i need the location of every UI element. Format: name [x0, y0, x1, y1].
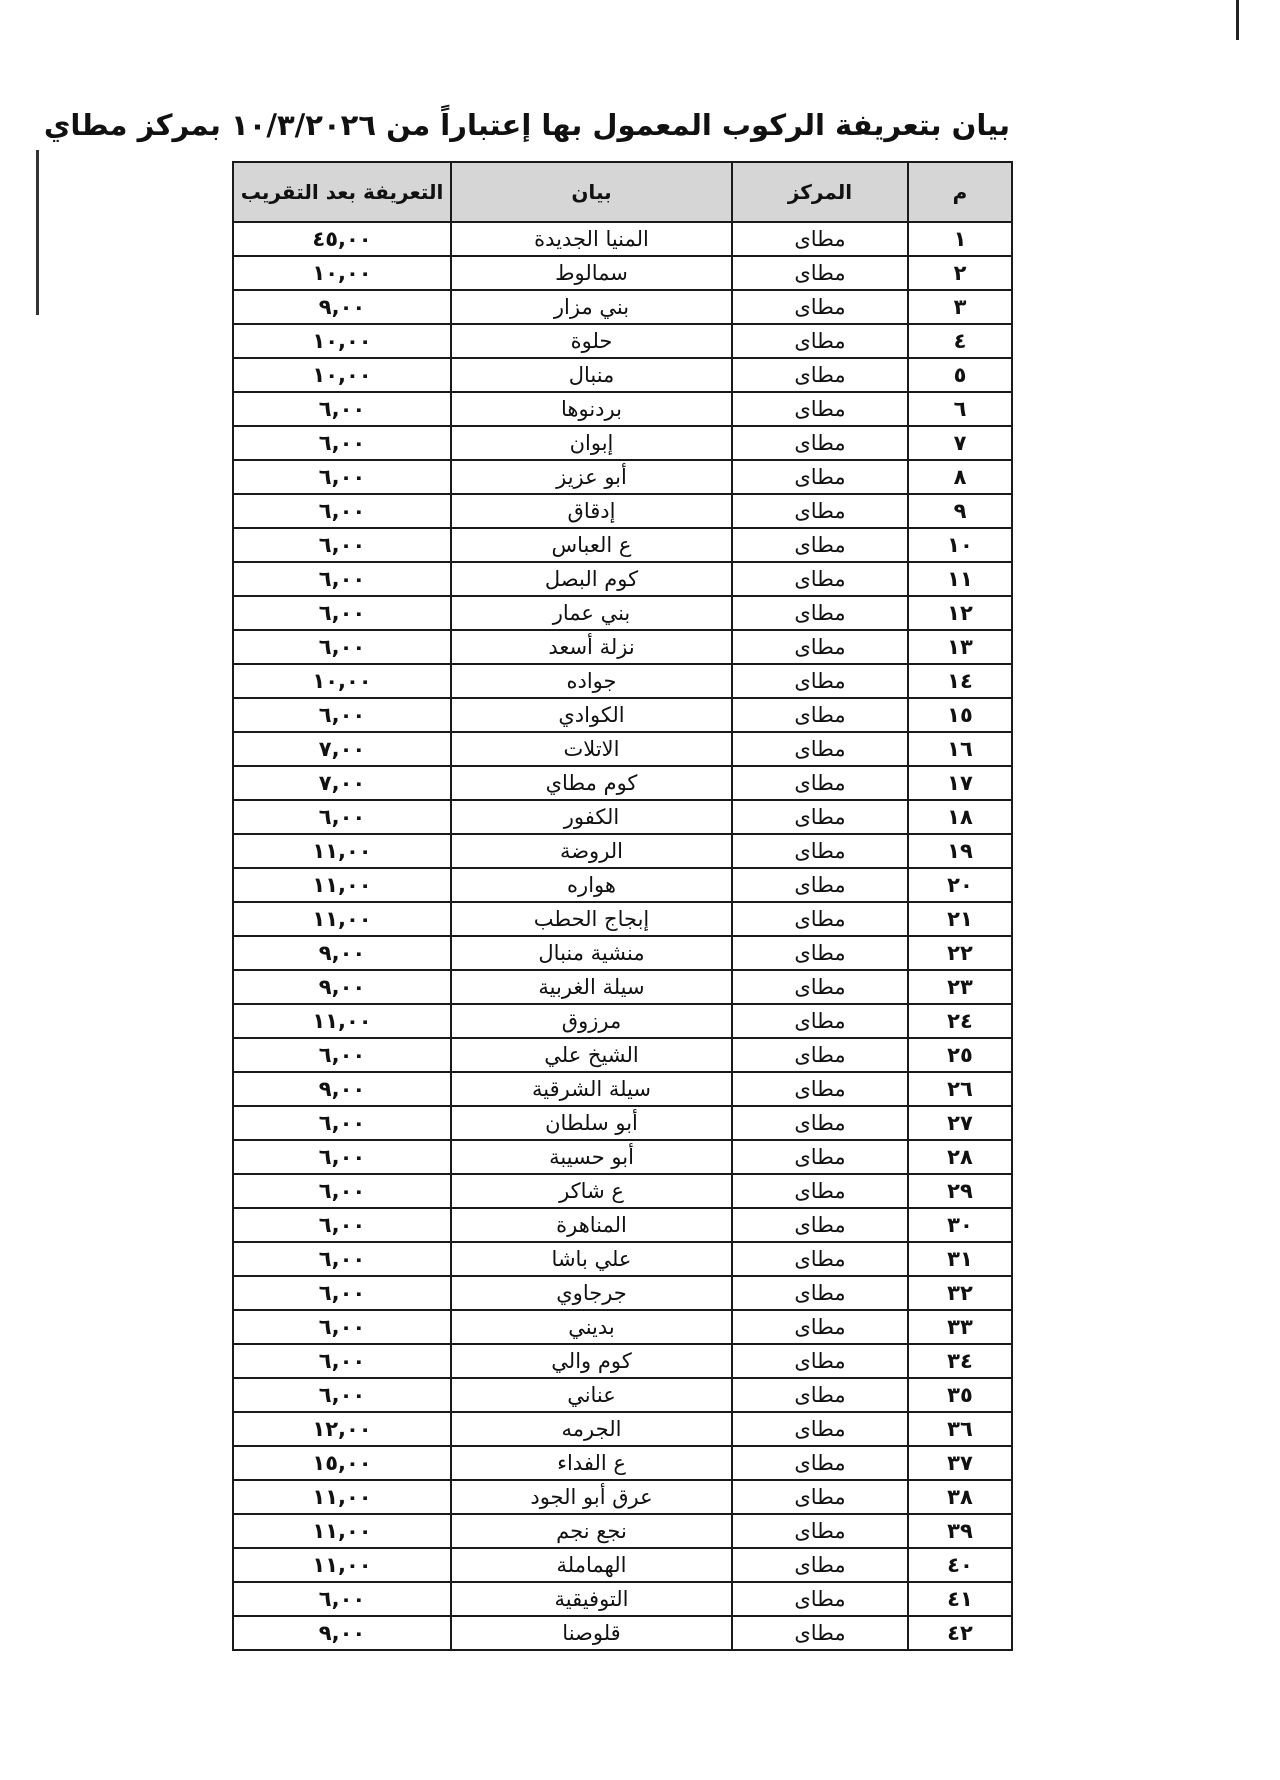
row-statement-cell: الشيخ علي: [451, 1038, 732, 1072]
row-center-cell: مطاى: [732, 1038, 908, 1072]
row-center-cell: مطاى: [732, 732, 908, 766]
row-number-cell: ٣١: [908, 1242, 1012, 1276]
row-fare-cell: ٦,٠٠: [233, 1106, 451, 1140]
row-center-cell: مطاى: [732, 494, 908, 528]
row-fare-cell: ٦,٠٠: [233, 1174, 451, 1208]
row-center-cell: مطاى: [732, 766, 908, 800]
row-center-cell: مطاى: [732, 1004, 908, 1038]
row-center-cell: مطاى: [732, 1140, 908, 1174]
row-number-cell: ٢١: [908, 902, 1012, 936]
row-center-cell: مطاى: [732, 834, 908, 868]
row-center-cell: مطاى: [732, 1514, 908, 1548]
row-fare-cell: ٦,٠٠: [233, 1310, 451, 1344]
table-row: [233, 936, 1012, 970]
table-row: [233, 358, 1012, 392]
table-row: [233, 222, 1012, 256]
table-row: [233, 1276, 1012, 1310]
row-number-cell: ٢٧: [908, 1106, 1012, 1140]
table-row: [233, 1378, 1012, 1412]
row-fare-cell: ٦,٠٠: [233, 596, 451, 630]
document-title: بيان بتعريفة الركوب المعمول بها إعتباراً من ١٠/٣/٢٠٢٦ بمركز مطاي: [43, 108, 1010, 142]
row-fare-cell: ٦,٠٠: [233, 1378, 451, 1412]
row-fare-cell: ١١,٠٠: [233, 1004, 451, 1038]
row-fare-cell: ١٠,٠٠: [233, 358, 451, 392]
row-number-cell: ٤٢: [908, 1616, 1012, 1650]
row-statement-cell: إدقاق: [451, 494, 732, 528]
row-number-cell: ١: [908, 222, 1012, 256]
row-number-cell: ١٠: [908, 528, 1012, 562]
table-row: [233, 766, 1012, 800]
row-fare-cell: ٦,٠٠: [233, 1344, 451, 1378]
row-number-cell: ٢: [908, 256, 1012, 290]
row-fare-cell: ٦,٠٠: [233, 1140, 451, 1174]
table-row: [233, 1174, 1012, 1208]
row-number-cell: ١٥: [908, 698, 1012, 732]
header-num: م: [908, 162, 1012, 222]
row-statement-cell: إبجاج الحطب: [451, 902, 732, 936]
table-row: [233, 1072, 1012, 1106]
row-statement-cell: أبو سلطان: [451, 1106, 732, 1140]
row-number-cell: ٢٤: [908, 1004, 1012, 1038]
row-fare-cell: ١١,٠٠: [233, 1514, 451, 1548]
table-row: [233, 1038, 1012, 1072]
row-number-cell: ٢٠: [908, 868, 1012, 902]
row-fare-cell: ٤٥,٠٠: [233, 222, 451, 256]
row-number-cell: ٣٥: [908, 1378, 1012, 1412]
row-center-cell: مطاى: [732, 392, 908, 426]
table-row: [233, 562, 1012, 596]
row-fare-cell: ٦,٠٠: [233, 1208, 451, 1242]
row-statement-cell: الهماملة: [451, 1548, 732, 1582]
row-fare-cell: ٩,٠٠: [233, 1072, 451, 1106]
row-number-cell: ٣٧: [908, 1446, 1012, 1480]
row-center-cell: مطاى: [732, 1378, 908, 1412]
row-fare-cell: ١٠,٠٠: [233, 664, 451, 698]
row-fare-cell: ٦,٠٠: [233, 1038, 451, 1072]
row-fare-cell: ١١,٠٠: [233, 868, 451, 902]
row-center-cell: مطاى: [732, 290, 908, 324]
row-statement-cell: المنيا الجديدة: [451, 222, 732, 256]
table-row: [233, 1548, 1012, 1582]
row-number-cell: ١٤: [908, 664, 1012, 698]
table-row: [233, 426, 1012, 460]
row-statement-cell: حلوة: [451, 324, 732, 358]
row-number-cell: ٥: [908, 358, 1012, 392]
row-statement-cell: علي باشا: [451, 1242, 732, 1276]
table-row: [233, 1616, 1012, 1650]
row-center-cell: مطاى: [732, 426, 908, 460]
row-number-cell: ١٦: [908, 732, 1012, 766]
table-row: [233, 1106, 1012, 1140]
row-fare-cell: ١١,٠٠: [233, 902, 451, 936]
row-number-cell: ٧: [908, 426, 1012, 460]
row-fare-cell: ١١,٠٠: [233, 834, 451, 868]
table-row: [233, 290, 1012, 324]
table-row: [233, 732, 1012, 766]
table-row: [233, 1446, 1012, 1480]
row-center-cell: مطاى: [732, 936, 908, 970]
scan-edge-mark: [1236, 0, 1239, 40]
row-statement-cell: بديني: [451, 1310, 732, 1344]
row-number-cell: ٢٢: [908, 936, 1012, 970]
row-center-cell: مطاى: [732, 460, 908, 494]
row-number-cell: ١١: [908, 562, 1012, 596]
row-statement-cell: أبو عزيز: [451, 460, 732, 494]
row-center-cell: مطاى: [732, 1344, 908, 1378]
row-statement-cell: أبو حسيبة: [451, 1140, 732, 1174]
row-number-cell: ٣٦: [908, 1412, 1012, 1446]
row-center-cell: مطاى: [732, 1106, 908, 1140]
table-row: [233, 834, 1012, 868]
table-header-row: [233, 162, 1012, 222]
row-statement-cell: عرق أبو الجود: [451, 1480, 732, 1514]
row-center-cell: مطاى: [732, 528, 908, 562]
row-fare-cell: ١٥,٠٠: [233, 1446, 451, 1480]
row-number-cell: ٣٢: [908, 1276, 1012, 1310]
row-fare-cell: ١٢,٠٠: [233, 1412, 451, 1446]
row-center-cell: مطاى: [732, 868, 908, 902]
row-number-cell: ٣: [908, 290, 1012, 324]
fare-table: [232, 161, 1013, 1651]
table-body: [233, 222, 1012, 1650]
row-fare-cell: ٦,٠٠: [233, 426, 451, 460]
table-row: [233, 1140, 1012, 1174]
row-statement-cell: جواده: [451, 664, 732, 698]
row-number-cell: ٨: [908, 460, 1012, 494]
header-center: المركز: [732, 162, 908, 222]
row-number-cell: ٣٠: [908, 1208, 1012, 1242]
row-number-cell: ١٩: [908, 834, 1012, 868]
row-number-cell: ٦: [908, 392, 1012, 426]
row-fare-cell: ٦,٠٠: [233, 800, 451, 834]
row-center-cell: مطاى: [732, 902, 908, 936]
row-number-cell: ٣٩: [908, 1514, 1012, 1548]
row-center-cell: مطاى: [732, 1310, 908, 1344]
row-number-cell: ١٣: [908, 630, 1012, 664]
table-row: [233, 1208, 1012, 1242]
row-number-cell: ٣٨: [908, 1480, 1012, 1514]
row-center-cell: مطاى: [732, 1548, 908, 1582]
row-center-cell: مطاى: [732, 1072, 908, 1106]
row-center-cell: مطاى: [732, 1242, 908, 1276]
row-fare-cell: ٩,٠٠: [233, 970, 451, 1004]
row-statement-cell: منبال: [451, 358, 732, 392]
row-statement-cell: الاتلات: [451, 732, 732, 766]
row-fare-cell: ٦,٠٠: [233, 562, 451, 596]
row-statement-cell: الكفور: [451, 800, 732, 834]
row-fare-cell: ٩,٠٠: [233, 1616, 451, 1650]
row-statement-cell: نجع نجم: [451, 1514, 732, 1548]
row-center-cell: مطاى: [732, 1208, 908, 1242]
row-statement-cell: كوم البصل: [451, 562, 732, 596]
row-number-cell: ٢٥: [908, 1038, 1012, 1072]
row-center-cell: مطاى: [732, 698, 908, 732]
row-center-cell: مطاى: [732, 256, 908, 290]
row-statement-cell: نزلة أسعد: [451, 630, 732, 664]
row-statement-cell: الكوادي: [451, 698, 732, 732]
row-statement-cell: جرجاوي: [451, 1276, 732, 1310]
row-center-cell: مطاى: [732, 800, 908, 834]
row-fare-cell: ٦,٠٠: [233, 460, 451, 494]
table-row: [233, 256, 1012, 290]
table-row: [233, 630, 1012, 664]
table-row: [233, 1480, 1012, 1514]
row-statement-cell: مرزوق: [451, 1004, 732, 1038]
row-statement-cell: بردنوها: [451, 392, 732, 426]
table-row: [233, 868, 1012, 902]
row-statement-cell: التوفيقية: [451, 1582, 732, 1616]
row-fare-cell: ٦,٠٠: [233, 1582, 451, 1616]
row-number-cell: ٣٤: [908, 1344, 1012, 1378]
row-number-cell: ٣٣: [908, 1310, 1012, 1344]
table-row: [233, 460, 1012, 494]
row-fare-cell: ٦,٠٠: [233, 630, 451, 664]
row-statement-cell: عناني: [451, 1378, 732, 1412]
table-row: [233, 1514, 1012, 1548]
row-center-cell: مطاى: [732, 970, 908, 1004]
row-statement-cell: قلوصنا: [451, 1616, 732, 1650]
row-statement-cell: الجرمه: [451, 1412, 732, 1446]
scan-edge-mark: [36, 150, 39, 315]
table-row: [233, 698, 1012, 732]
row-center-cell: مطاى: [732, 1616, 908, 1650]
table-row: [233, 1412, 1012, 1446]
row-fare-cell: ٦,٠٠: [233, 392, 451, 426]
table-row: [233, 970, 1012, 1004]
row-fare-cell: ٦,٠٠: [233, 698, 451, 732]
row-statement-cell: الروضة: [451, 834, 732, 868]
row-center-cell: مطاى: [732, 1446, 908, 1480]
row-center-cell: مطاى: [732, 1174, 908, 1208]
row-number-cell: ٩: [908, 494, 1012, 528]
row-fare-cell: ٦,٠٠: [233, 1242, 451, 1276]
row-center-cell: مطاى: [732, 1582, 908, 1616]
row-statement-cell: هواره: [451, 868, 732, 902]
table-row: [233, 1344, 1012, 1378]
table-row: [233, 1004, 1012, 1038]
row-number-cell: ٢٣: [908, 970, 1012, 1004]
row-statement-cell: سمالوط: [451, 256, 732, 290]
table-row: [233, 902, 1012, 936]
table-row: [233, 528, 1012, 562]
row-fare-cell: ٧,٠٠: [233, 732, 451, 766]
row-center-cell: مطاى: [732, 1412, 908, 1446]
row-number-cell: ٢٩: [908, 1174, 1012, 1208]
row-center-cell: مطاى: [732, 630, 908, 664]
row-number-cell: ١٢: [908, 596, 1012, 630]
table-row: [233, 494, 1012, 528]
row-number-cell: ٢٨: [908, 1140, 1012, 1174]
row-statement-cell: إبوان: [451, 426, 732, 460]
row-statement-cell: ع شاكر: [451, 1174, 732, 1208]
row-statement-cell: بني مزار: [451, 290, 732, 324]
table-row: [233, 392, 1012, 426]
row-number-cell: ٤: [908, 324, 1012, 358]
table-row: [233, 596, 1012, 630]
row-number-cell: ٤٠: [908, 1548, 1012, 1582]
row-statement-cell: سيلة الغربية: [451, 970, 732, 1004]
row-statement-cell: كوم والي: [451, 1344, 732, 1378]
row-center-cell: مطاى: [732, 358, 908, 392]
row-center-cell: مطاى: [732, 222, 908, 256]
table-row: [233, 1242, 1012, 1276]
row-center-cell: مطاى: [732, 664, 908, 698]
row-number-cell: ١٧: [908, 766, 1012, 800]
row-statement-cell: سيلة الشرقية: [451, 1072, 732, 1106]
table-row: [233, 1310, 1012, 1344]
row-fare-cell: ٧,٠٠: [233, 766, 451, 800]
row-center-cell: مطاى: [732, 1276, 908, 1310]
row-center-cell: مطاى: [732, 562, 908, 596]
table-row: [233, 324, 1012, 358]
row-fare-cell: ١٠,٠٠: [233, 256, 451, 290]
row-center-cell: مطاى: [732, 1480, 908, 1514]
row-center-cell: مطاى: [732, 596, 908, 630]
row-fare-cell: ٦,٠٠: [233, 1276, 451, 1310]
header-fare: التعريفة بعد التقريب: [233, 162, 451, 222]
table-row: [233, 1582, 1012, 1616]
row-number-cell: ٢٦: [908, 1072, 1012, 1106]
row-statement-cell: ع الفداء: [451, 1446, 732, 1480]
row-fare-cell: ٩,٠٠: [233, 290, 451, 324]
row-fare-cell: ١٠,٠٠: [233, 324, 451, 358]
header-statement: بيان: [451, 162, 732, 222]
row-statement-cell: بني عمار: [451, 596, 732, 630]
row-fare-cell: ١١,٠٠: [233, 1548, 451, 1582]
row-fare-cell: ٦,٠٠: [233, 528, 451, 562]
row-statement-cell: المناهرة: [451, 1208, 732, 1242]
row-statement-cell: ع العباس: [451, 528, 732, 562]
row-fare-cell: ٦,٠٠: [233, 494, 451, 528]
row-statement-cell: كوم مطاي: [451, 766, 732, 800]
row-number-cell: ١٨: [908, 800, 1012, 834]
table-row: [233, 800, 1012, 834]
row-fare-cell: ٩,٠٠: [233, 936, 451, 970]
table-row: [233, 664, 1012, 698]
row-fare-cell: ١١,٠٠: [233, 1480, 451, 1514]
row-statement-cell: منشية منبال: [451, 936, 732, 970]
row-number-cell: ٤١: [908, 1582, 1012, 1616]
row-center-cell: مطاى: [732, 324, 908, 358]
